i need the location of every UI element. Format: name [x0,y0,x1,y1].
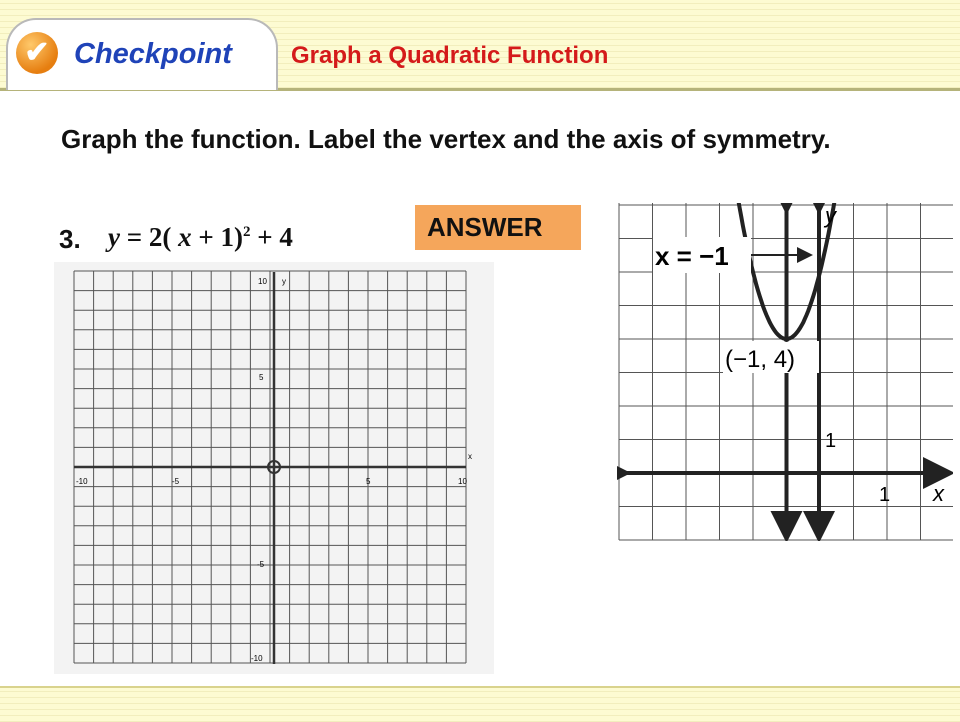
tick-x-neg10: -10 [76,477,88,486]
tick-y-pos10: 10 [258,277,267,286]
tick-y-pos5: 5 [259,373,264,382]
footer-bar [0,686,960,722]
blank-x-label: x [468,452,472,461]
lesson-title: Graph a Quadratic Function [291,42,609,69]
tick-x-pos10: 10 [458,477,467,486]
blank-graph [54,262,494,674]
tick-x-neg5: -5 [172,477,180,486]
eq-coefficient: 2 [148,222,163,252]
answer-graph [617,203,953,541]
y-tick-label-1: 1 [825,430,837,452]
eq-equals: = [126,222,143,252]
eq-x: x [178,222,192,252]
checkpoint-title: Checkpoint [74,38,232,70]
problem-number: 3. [59,224,81,254]
problem-equation [108,222,293,253]
tick-x-pos5: 5 [366,477,371,486]
eq-k: 4 [279,222,293,252]
axis-of-symmetry-label: x = −1 [655,241,729,271]
answer-x-label: x [933,481,944,506]
eq-open-paren: ( [162,222,172,252]
eq-plus: + [198,222,214,252]
blank-y-label: y [282,277,286,286]
x-tick-label-1: 1 [879,484,891,506]
eq-plus-2: + [257,222,273,252]
check-icon: ✔ [16,32,58,74]
instructions-text: Graph the function. Label the vertex and the axis of symmetry. [61,124,831,154]
eq-exponent: 2 [243,224,251,240]
eq-close-paren: ) [234,222,244,252]
vertex-label: (−1, 4) [725,346,796,373]
tick-y-neg5: -5 [257,560,265,569]
answer-button[interactable]: ANSWER [415,205,581,250]
tick-y-neg10: -10 [251,654,263,663]
vertex-point [784,336,790,342]
answer-y-label: y [825,203,836,228]
eq-y: y [108,222,120,252]
eq-h: 1 [220,222,235,252]
